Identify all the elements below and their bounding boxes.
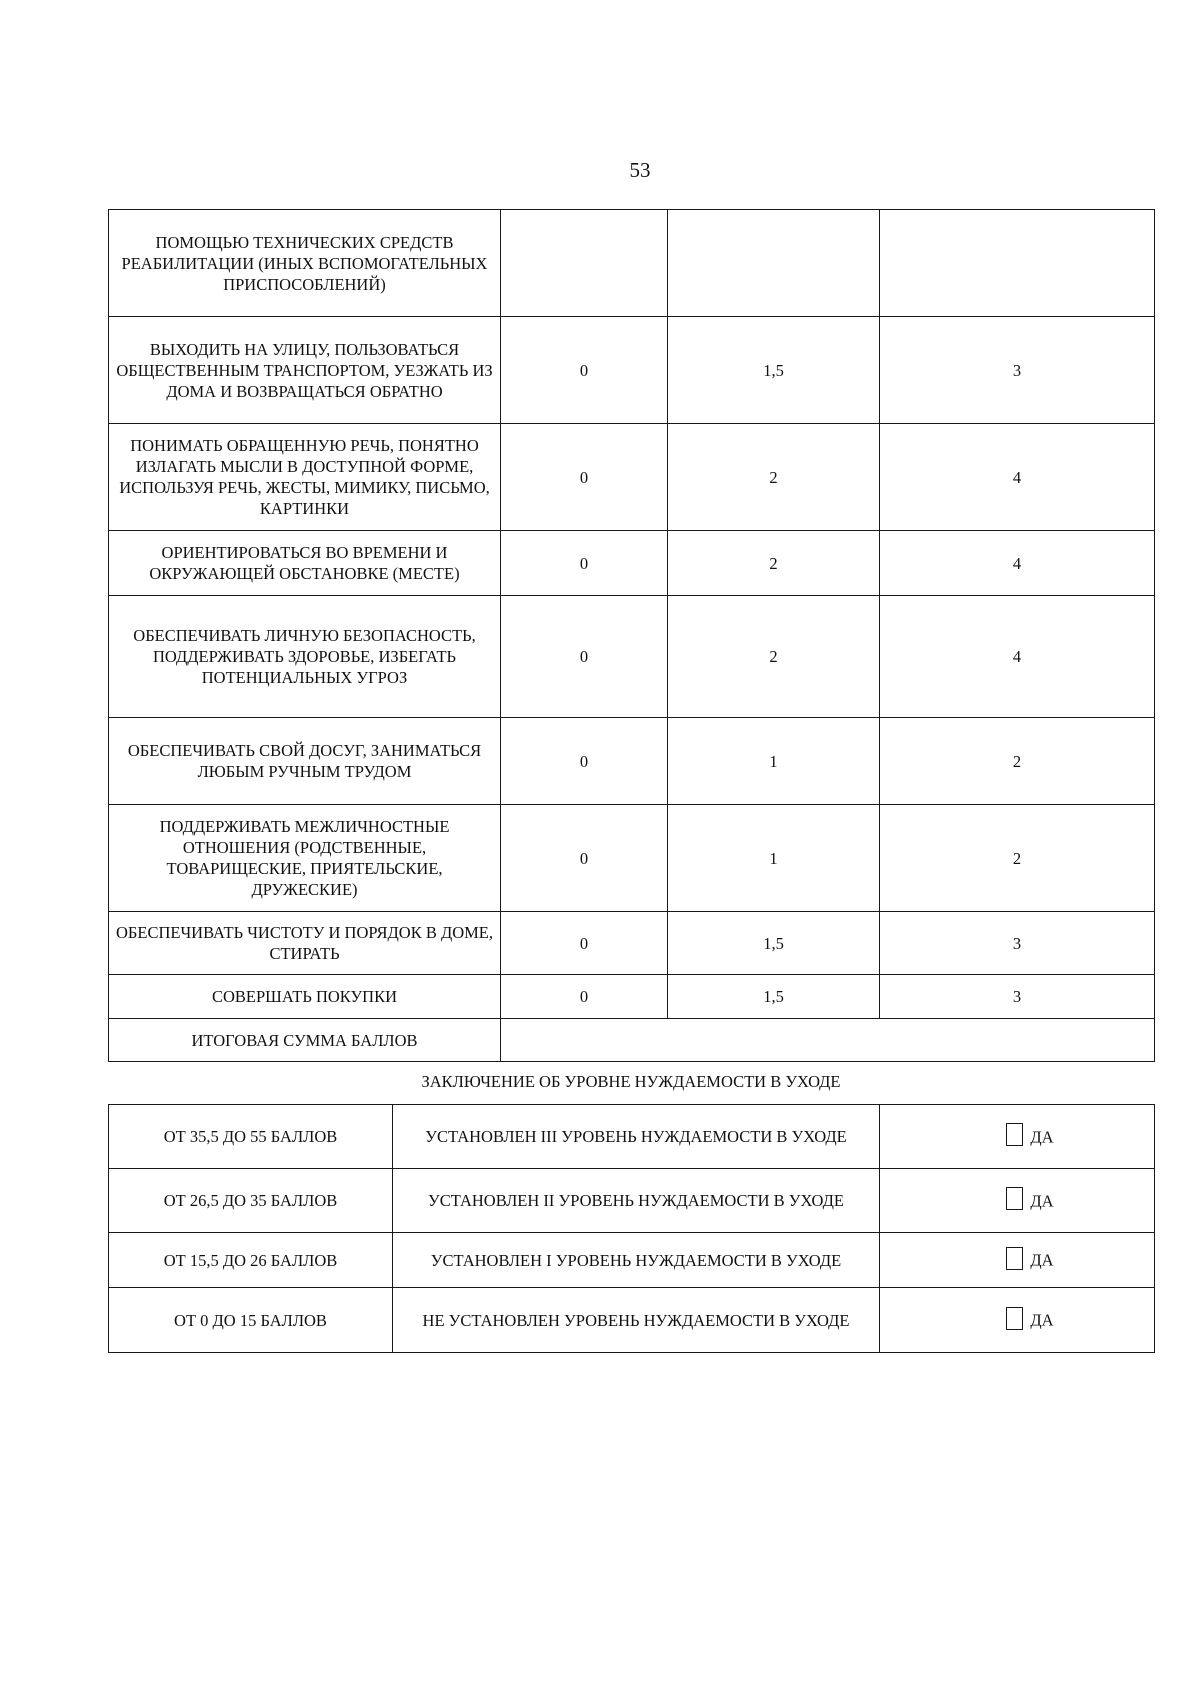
score-cell-0 <box>501 210 668 317</box>
activity-cell: ОБЕСПЕЧИВАТЬ ЧИСТОТУ И ПОРЯДОК В ДОМЕ, СТИРАТЬ <box>109 912 501 975</box>
score-cell-2: 4 <box>880 424 1155 531</box>
table-row <box>109 718 1155 805</box>
score-cell-1: 1,5 <box>668 975 880 1019</box>
total-label: ИТОГОВАЯ СУММА БАЛЛОВ <box>109 1019 501 1062</box>
result-cell: УСТАНОВЛЕН I УРОВЕНЬ НУЖДАЕМОСТИ В УХОДЕ <box>393 1233 880 1288</box>
score-cell-2: 4 <box>880 596 1155 718</box>
da-option[interactable] <box>880 1105 1155 1169</box>
conclusion-title: ЗАКЛЮЧЕНИЕ ОБ УРОВНЕ НУЖДАЕМОСТИ В УХОДЕ <box>421 1072 841 1091</box>
score-cell-0: 0 <box>501 975 668 1019</box>
table-row <box>109 596 1155 718</box>
da-label: ДА <box>1030 1127 1054 1147</box>
da-label: ДА <box>1030 1191 1054 1211</box>
score-cell-2: 3 <box>880 317 1155 424</box>
score-cell-1: 2 <box>668 424 880 531</box>
total-row <box>109 1019 1155 1062</box>
checkbox-icon[interactable] <box>1006 1247 1023 1270</box>
score-cell-2: 2 <box>880 718 1155 805</box>
score-cell-1: 1 <box>668 718 880 805</box>
da-option[interactable] <box>880 1288 1155 1353</box>
score-cell-2 <box>880 210 1155 317</box>
score-cell-0: 0 <box>501 805 668 912</box>
score-cell-1: 1,5 <box>668 317 880 424</box>
table-row <box>109 975 1155 1019</box>
checkbox-icon[interactable] <box>1006 1123 1023 1146</box>
table-row <box>109 210 1155 317</box>
checkbox-icon[interactable] <box>1006 1187 1023 1210</box>
da-label: ДА <box>1030 1250 1054 1270</box>
range-cell: ОТ 0 ДО 15 БАЛЛОВ <box>109 1288 393 1353</box>
score-cell-1 <box>668 210 880 317</box>
scores-table <box>108 209 1155 1062</box>
score-cell-2: 4 <box>880 531 1155 596</box>
table-row <box>109 805 1155 912</box>
score-cell-1: 1 <box>668 805 880 912</box>
result-cell: НЕ УСТАНОВЛЕН УРОВЕНЬ НУЖДАЕМОСТИ В УХОДЕ <box>393 1288 880 1353</box>
activity-cell: СОВЕРШАТЬ ПОКУПКИ <box>109 975 501 1019</box>
score-cell-2: 3 <box>880 975 1155 1019</box>
result-cell: УСТАНОВЛЕН III УРОВЕНЬ НУЖДАЕМОСТИ В УХОДЕ <box>393 1105 880 1169</box>
score-cell-1: 2 <box>668 531 880 596</box>
range-cell: ОТ 26,5 ДО 35 БАЛЛОВ <box>109 1169 393 1233</box>
score-cell-0: 0 <box>501 718 668 805</box>
conclusion-row <box>109 1288 1155 1353</box>
activity-cell: ОБЕСПЕЧИВАТЬ ЛИЧНУЮ БЕЗОПАСНОСТЬ, ПОДДЕРЖИВАТЬ ЗДОРОВЬЕ, ИЗБЕГАТЬ ПОТЕНЦИАЛЬНЫХ УГРОЗ <box>109 596 501 718</box>
activity-cell: ВЫХОДИТЬ НА УЛИЦУ, ПОЛЬЗОВАТЬСЯ ОБЩЕСТВЕННЫМ ТРАНСПОРТОМ, УЕЗЖАТЬ ИЗ ДОМА И ВОЗВРАЩАТЬСЯ ОБРАТНО <box>109 317 501 424</box>
da-option[interactable] <box>880 1169 1155 1233</box>
score-cell-0: 0 <box>501 912 668 975</box>
score-cell-0: 0 <box>501 317 668 424</box>
score-cell-0: 0 <box>501 531 668 596</box>
conclusion-row <box>109 1233 1155 1288</box>
page-number: 53 <box>629 158 651 182</box>
activity-cell: ПОДДЕРЖИВАТЬ МЕЖЛИЧНОСТНЫЕ ОТНОШЕНИЯ (РОДСТВЕННЫЕ, ТОВАРИЩЕСКИЕ, ПРИЯТЕЛЬСКИЕ, ДРУЖЕСКИЕ) <box>109 805 501 912</box>
da-option[interactable] <box>880 1233 1155 1288</box>
range-cell: ОТ 35,5 ДО 55 БАЛЛОВ <box>109 1105 393 1169</box>
conclusion-row <box>109 1169 1155 1233</box>
score-cell-0: 0 <box>501 596 668 718</box>
score-cell-2: 3 <box>880 912 1155 975</box>
score-cell-1: 2 <box>668 596 880 718</box>
table-row <box>109 912 1155 975</box>
table-row <box>109 424 1155 531</box>
conclusion-table <box>108 1104 1155 1353</box>
score-cell-1: 1,5 <box>668 912 880 975</box>
result-cell: УСТАНОВЛЕН II УРОВЕНЬ НУЖДАЕМОСТИ В УХОДЕ <box>393 1169 880 1233</box>
score-cell-0: 0 <box>501 424 668 531</box>
score-cell-2: 2 <box>880 805 1155 912</box>
activity-cell: ОРИЕНТИРОВАТЬСЯ ВО ВРЕМЕНИ И ОКРУЖАЮЩЕЙ ОБСТАНОВКЕ (МЕСТЕ) <box>109 531 501 596</box>
activity-cell: ПОНИМАТЬ ОБРАЩЕННУЮ РЕЧЬ, ПОНЯТНО ИЗЛАГАТЬ МЫСЛИ В ДОСТУПНОЙ ФОРМЕ, ИСПОЛЬЗУЯ РЕЧЬ, ЖЕСТЫ, МИМИКУ, ПИСЬМО, КАРТИНКИ <box>109 424 501 531</box>
conclusion-row <box>109 1105 1155 1169</box>
range-cell: ОТ 15,5 ДО 26 БАЛЛОВ <box>109 1233 393 1288</box>
da-label: ДА <box>1030 1310 1054 1330</box>
checkbox-icon[interactable] <box>1006 1307 1023 1330</box>
activity-cell: ОБЕСПЕЧИВАТЬ СВОЙ ДОСУГ, ЗАНИМАТЬСЯ ЛЮБЫМ РУЧНЫМ ТРУДОМ <box>109 718 501 805</box>
activity-cell: ПОМОЩЬЮ ТЕХНИЧЕСКИХ СРЕДСТВ РЕАБИЛИТАЦИИ (ИНЫХ ВСПОМОГАТЕЛЬНЫХ ПРИСПОСОБЛЕНИЙ) <box>109 210 501 317</box>
table-row <box>109 317 1155 424</box>
total-value-field[interactable] <box>501 1019 1155 1062</box>
table-row <box>109 531 1155 596</box>
